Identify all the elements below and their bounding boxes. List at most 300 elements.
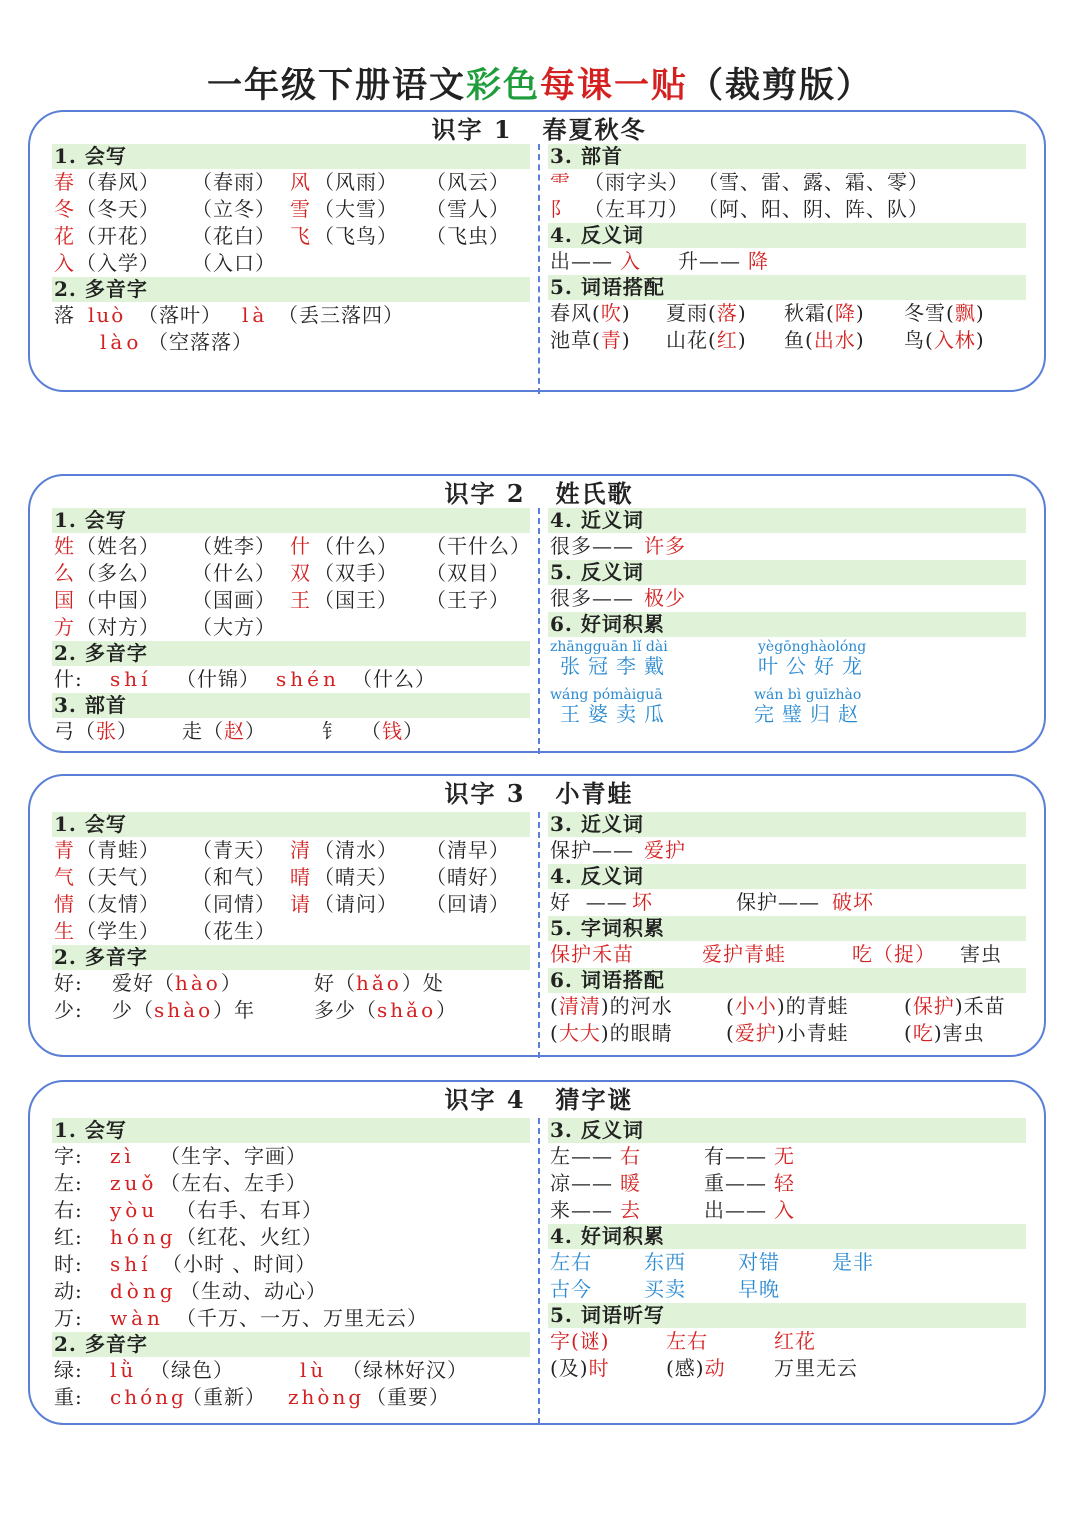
text-item: （落叶） bbox=[138, 303, 222, 327]
text-item: ）处 bbox=[401, 971, 444, 995]
text-item: 王 bbox=[290, 588, 311, 612]
content-block bbox=[784, 300, 865, 327]
text-item: （回请） bbox=[426, 892, 510, 916]
page-title bbox=[0, 58, 1080, 108]
content-block bbox=[550, 1020, 673, 1047]
text-item: （立冬） bbox=[192, 197, 276, 221]
text-item: （什锦） bbox=[176, 667, 260, 691]
text-item: 出—— bbox=[704, 1198, 767, 1222]
text-item: （什么） bbox=[192, 561, 276, 585]
radical-row bbox=[548, 169, 1026, 196]
card-title bbox=[30, 110, 1048, 145]
section-header: 2. 多音字 bbox=[52, 641, 530, 666]
text-item: zì bbox=[110, 1144, 135, 1168]
text-item: 万: bbox=[54, 1306, 83, 1330]
writing-row bbox=[52, 169, 530, 196]
card-title bbox=[30, 1080, 1048, 1115]
text-item: （大方） bbox=[192, 615, 276, 639]
text-item: （入口） bbox=[192, 251, 276, 275]
text-item: （空落落） bbox=[148, 330, 253, 354]
lesson-card-4 bbox=[28, 1080, 1046, 1425]
text-item: 左: bbox=[54, 1171, 83, 1195]
right-column bbox=[548, 508, 1026, 737]
text-item: 气 bbox=[54, 865, 75, 889]
section-header: 1. 会写 bbox=[52, 812, 530, 837]
text-item: 字: bbox=[54, 1144, 83, 1168]
text-item: 吃（捉） bbox=[852, 942, 936, 966]
writing-row bbox=[52, 1170, 530, 1197]
text-item: （国画） bbox=[192, 588, 276, 612]
text-item: （飞鸟） bbox=[314, 224, 398, 248]
text-item: 左右 bbox=[550, 1250, 592, 1274]
good-words-row bbox=[548, 1249, 1026, 1276]
text-item: 小青蛙 bbox=[555, 779, 634, 808]
text-item: lù bbox=[300, 1358, 328, 1382]
content-block bbox=[904, 300, 985, 327]
writing-row bbox=[52, 1143, 530, 1170]
text-item: 入 bbox=[620, 249, 641, 273]
text-item: （花生） bbox=[192, 919, 276, 943]
text-item: 红: bbox=[54, 1225, 83, 1249]
text-item: 吃 bbox=[912, 1021, 934, 1045]
text-item: ) bbox=[737, 301, 747, 325]
text-item: 少（ bbox=[112, 998, 154, 1022]
text-item: 是非 bbox=[832, 1250, 874, 1274]
text-item: 春 bbox=[54, 170, 75, 194]
text-item: 什: bbox=[54, 667, 83, 691]
text-item: （红花、火红） bbox=[176, 1225, 323, 1249]
content-block bbox=[726, 993, 849, 1020]
text-item: 鱼( bbox=[784, 328, 814, 352]
lesson-card-3 bbox=[28, 774, 1046, 1057]
section-header: 3. 近义词 bbox=[548, 812, 1026, 837]
section-header: 1. 会写 bbox=[52, 1118, 530, 1143]
text-item: ） bbox=[220, 971, 242, 995]
section-header: 6. 好词积累 bbox=[548, 612, 1026, 637]
text-item: 青 bbox=[600, 328, 622, 352]
text-item: ) bbox=[975, 328, 985, 352]
text-item: 破坏 bbox=[832, 890, 874, 914]
text-item: （大雪） bbox=[314, 197, 398, 221]
text-item: （生动、动心） bbox=[180, 1279, 327, 1303]
text-item: 雪 bbox=[290, 197, 311, 221]
content-block bbox=[550, 327, 631, 354]
text-item: luò bbox=[88, 303, 126, 327]
text-item: （国王） bbox=[314, 588, 398, 612]
title-part-sticker: 每课一贴 bbox=[540, 65, 689, 106]
text-item: （春雨） bbox=[192, 170, 276, 194]
polyphone-row bbox=[52, 302, 530, 329]
text-item: shào bbox=[154, 998, 214, 1022]
text-item: 小小 bbox=[734, 994, 777, 1018]
text-item: （ bbox=[203, 719, 224, 743]
text-item: hào bbox=[175, 971, 221, 995]
antonym-row bbox=[548, 1170, 1026, 1197]
text-item: 降 bbox=[748, 249, 769, 273]
antonym-row bbox=[548, 889, 1026, 916]
text-item: （青天） bbox=[192, 838, 276, 862]
writing-row bbox=[52, 864, 530, 891]
text-item: 完璧归赵 bbox=[754, 702, 866, 726]
text-item: 极少 bbox=[644, 586, 686, 610]
text-item: 清 bbox=[290, 838, 311, 862]
text-item: （什么） bbox=[314, 534, 398, 558]
writing-row bbox=[52, 196, 530, 223]
content-block bbox=[112, 997, 255, 1024]
dictation-row bbox=[548, 1355, 1026, 1382]
text-item: （ bbox=[75, 719, 96, 743]
text-item: 情 bbox=[54, 892, 75, 916]
content-block bbox=[550, 993, 673, 1020]
section-header: 4. 反义词 bbox=[548, 864, 1026, 889]
text-item: 坏 bbox=[632, 890, 653, 914]
collocation-row bbox=[548, 300, 1026, 327]
left-column bbox=[52, 812, 530, 1024]
section-header: 3. 部首 bbox=[548, 144, 1026, 169]
polyphone-row bbox=[52, 1384, 530, 1411]
section-header: 3. 部首 bbox=[52, 693, 530, 718]
radical-row bbox=[52, 718, 530, 745]
text-item: 东西 bbox=[644, 1250, 686, 1274]
content-block bbox=[322, 718, 424, 745]
text-item: 花 bbox=[54, 224, 75, 248]
text-item: 很多—— bbox=[550, 534, 634, 558]
text-item: 姓氏歌 bbox=[555, 479, 634, 508]
text-item: 红 bbox=[716, 328, 738, 352]
text-item: （天气） bbox=[76, 865, 160, 889]
title-part-edition: （裁剪版） bbox=[688, 65, 874, 106]
card-title bbox=[30, 774, 1048, 809]
idiom-item bbox=[754, 687, 866, 725]
text-item: （ bbox=[361, 719, 382, 743]
section-header: 4. 近义词 bbox=[548, 508, 1026, 533]
collocation-row bbox=[548, 1020, 1026, 1047]
text-item: 姓 bbox=[54, 534, 75, 558]
text-item: 晴 bbox=[290, 865, 311, 889]
text-item: 识字 2 bbox=[444, 479, 526, 508]
text-item: 飞 bbox=[290, 224, 311, 248]
idiom-item bbox=[550, 639, 672, 677]
text-item: )的河水 bbox=[600, 994, 673, 1018]
text-item: （清早） bbox=[426, 838, 510, 862]
text-item: ） bbox=[117, 719, 138, 743]
text-item: 动: bbox=[54, 1279, 83, 1303]
right-column bbox=[548, 144, 1026, 354]
text-item: 生 bbox=[54, 919, 75, 943]
section-header: 2. 多音字 bbox=[52, 945, 530, 970]
text-item: )小青蛙 bbox=[776, 1021, 849, 1045]
text-item: ） bbox=[245, 719, 266, 743]
text-item: （对方） bbox=[76, 615, 160, 639]
text-item: 什 bbox=[290, 534, 311, 558]
antonym-row bbox=[548, 1143, 1026, 1170]
text-item: ) bbox=[621, 328, 631, 352]
antonym-row bbox=[548, 1197, 1026, 1224]
text-item: （花白） bbox=[192, 224, 276, 248]
text-item: （重新） bbox=[182, 1385, 266, 1409]
writing-row bbox=[52, 837, 530, 864]
writing-row bbox=[52, 1224, 530, 1251]
text-item: 保护—— bbox=[736, 890, 820, 914]
idiom-item bbox=[550, 687, 672, 725]
text-item: （请问） bbox=[314, 892, 398, 916]
text-item: （开花） bbox=[76, 224, 160, 248]
text-item: （绿林好汉） bbox=[342, 1358, 468, 1382]
text-item: ( bbox=[726, 1021, 735, 1045]
text-item: ( bbox=[904, 994, 913, 1018]
text-item: （青蛙） bbox=[76, 838, 160, 862]
text-item: （飞虫） bbox=[426, 224, 510, 248]
text-item: zhāngguān lǐ dài bbox=[550, 639, 668, 655]
text-item: （干什么） bbox=[426, 534, 531, 558]
text-item: 重: bbox=[54, 1385, 83, 1409]
text-item: （晴天） bbox=[314, 865, 398, 889]
text-item: )禾苗 bbox=[954, 994, 1006, 1018]
text-item: 出水 bbox=[813, 328, 856, 352]
text-item: （千万、一万、万里无云） bbox=[176, 1306, 428, 1330]
column-divider bbox=[538, 812, 540, 1058]
text-item: （阿、阳、阴、阵、队） bbox=[698, 197, 929, 221]
text-item: （小时 、时间） bbox=[162, 1252, 317, 1276]
text-item: wán bì guīzhào bbox=[754, 687, 862, 703]
text-item: （和气） bbox=[192, 865, 276, 889]
text-item: ( bbox=[726, 994, 735, 1018]
text-item: （多么） bbox=[76, 561, 160, 585]
writing-row bbox=[52, 1251, 530, 1278]
text-item: （冬天） bbox=[76, 197, 160, 221]
text-item: 风 bbox=[290, 170, 311, 194]
text-item: 请 bbox=[290, 892, 311, 916]
text-item: 弓 bbox=[54, 719, 75, 743]
text-item: ) bbox=[737, 328, 747, 352]
text-item: 去 bbox=[620, 1198, 641, 1222]
polyphone-row bbox=[52, 997, 530, 1024]
synonym-row bbox=[548, 533, 1026, 560]
content-block bbox=[550, 1355, 610, 1382]
text-item: （重要） bbox=[366, 1385, 450, 1409]
text-item: ) bbox=[621, 301, 631, 325]
writing-row bbox=[52, 918, 530, 945]
text-item: 重—— bbox=[704, 1171, 767, 1195]
text-item: 左—— bbox=[550, 1144, 613, 1168]
content-block bbox=[726, 1020, 849, 1047]
text-item: 左右 bbox=[666, 1329, 708, 1353]
section-header: 1. 会写 bbox=[52, 144, 530, 169]
writing-row bbox=[52, 891, 530, 918]
text-item: 落 bbox=[54, 303, 75, 327]
text-item: 保护—— bbox=[550, 838, 634, 862]
lesson-card-1 bbox=[28, 110, 1046, 392]
text-item: 买卖 bbox=[644, 1277, 686, 1301]
text-item: 清清 bbox=[558, 994, 601, 1018]
left-column bbox=[52, 1118, 530, 1411]
text-item: yòu bbox=[110, 1198, 159, 1222]
text-item: lào bbox=[100, 330, 143, 354]
right-column bbox=[548, 1118, 1026, 1382]
text-item: （双目） bbox=[426, 561, 510, 585]
text-item: 入林 bbox=[933, 328, 976, 352]
content-block bbox=[904, 1020, 985, 1047]
text-item: （雪人） bbox=[426, 197, 510, 221]
content-block bbox=[666, 327, 747, 354]
text-item: 张冠李戴 bbox=[560, 654, 672, 678]
section-header: 3. 反义词 bbox=[548, 1118, 1026, 1143]
text-item: 爱护青蛙 bbox=[702, 942, 786, 966]
text-item: zhòng bbox=[288, 1385, 365, 1409]
section-header: 6. 词语搭配 bbox=[548, 968, 1026, 993]
text-item: ) bbox=[855, 328, 865, 352]
text-item: 来—— bbox=[550, 1198, 613, 1222]
text-item: 青 bbox=[54, 838, 75, 862]
antonym-row bbox=[548, 585, 1026, 612]
text-item: （姓李） bbox=[192, 534, 276, 558]
text-item: 降 bbox=[834, 301, 856, 325]
text-item: 时 bbox=[588, 1356, 610, 1380]
text-item: 万里无云 bbox=[774, 1356, 858, 1380]
text-item: ）年 bbox=[213, 998, 256, 1022]
title-part-colorful: 彩色 bbox=[465, 65, 540, 106]
text-item: 早晚 bbox=[738, 1277, 780, 1301]
content-block bbox=[314, 970, 444, 997]
card-title bbox=[30, 474, 1048, 509]
text-item: （雨字头） bbox=[584, 170, 689, 194]
text-item: 少: bbox=[54, 998, 83, 1022]
text-item: 无 bbox=[774, 1144, 795, 1168]
text-item: （清水） bbox=[314, 838, 398, 862]
writing-row bbox=[52, 587, 530, 614]
text-item: ） bbox=[403, 719, 424, 743]
text-item: 右: bbox=[54, 1198, 83, 1222]
text-item: 有—— bbox=[704, 1144, 767, 1168]
text-item: (及) bbox=[550, 1356, 589, 1380]
section-header: 1. 会写 bbox=[52, 508, 530, 533]
text-item: zuǒ bbox=[110, 1171, 158, 1195]
text-item: 猜字谜 bbox=[555, 1085, 634, 1114]
polyphone-row bbox=[52, 1357, 530, 1384]
text-item: 爱护 bbox=[734, 1021, 777, 1045]
text-item: 春风( bbox=[550, 301, 601, 325]
text-item: 张 bbox=[96, 719, 117, 743]
section-header: 2. 多音字 bbox=[52, 1332, 530, 1357]
text-item: （晴好） bbox=[426, 865, 510, 889]
text-item: 好（ bbox=[314, 971, 356, 995]
column-divider bbox=[538, 144, 540, 394]
text-item: ） bbox=[436, 998, 458, 1022]
text-item: yègōnghàolóng bbox=[758, 639, 867, 655]
text-item: 升—— bbox=[678, 249, 741, 273]
column-divider bbox=[538, 508, 540, 754]
text-item: 池草( bbox=[550, 328, 601, 352]
text-item: 国 bbox=[54, 588, 75, 612]
collocation-row bbox=[548, 327, 1026, 354]
text-item: 识字 3 bbox=[444, 779, 526, 808]
text-item: （绿色） bbox=[150, 1358, 234, 1382]
text-item: 爱好（ bbox=[112, 971, 175, 995]
text-item: 多少（ bbox=[314, 998, 377, 1022]
content-block bbox=[550, 300, 631, 327]
section-header: 4. 好词积累 bbox=[548, 1224, 1026, 1249]
text-item: 冬雪( bbox=[904, 301, 955, 325]
text-item: 轻 bbox=[774, 1171, 795, 1195]
writing-row bbox=[52, 1278, 530, 1305]
text-item: 双 bbox=[290, 561, 311, 585]
text-item: （春风） bbox=[76, 170, 160, 194]
text-item: )的青蛙 bbox=[776, 994, 849, 1018]
right-column bbox=[548, 812, 1026, 1047]
text-item: shén bbox=[276, 667, 340, 691]
collocation-row bbox=[548, 993, 1026, 1020]
idiom-grid bbox=[548, 637, 1026, 737]
writing-row bbox=[52, 560, 530, 587]
text-item: 入 bbox=[54, 251, 75, 275]
section-header: 2. 多音字 bbox=[52, 277, 530, 302]
text-item: （雪、雷、露、霜、零） bbox=[698, 170, 929, 194]
left-column bbox=[52, 144, 530, 356]
text-item: 鸟( bbox=[904, 328, 934, 352]
text-item: 对错 bbox=[738, 1250, 780, 1274]
text-item: 夏雨( bbox=[666, 301, 717, 325]
radical-row bbox=[548, 196, 1026, 223]
writing-row bbox=[52, 1197, 530, 1224]
polyphone-row bbox=[52, 666, 530, 693]
text-item: 么 bbox=[54, 561, 75, 585]
section-header: 4. 反义词 bbox=[548, 223, 1026, 248]
good-words-row bbox=[548, 1276, 1026, 1303]
text-item: 王婆卖瓜 bbox=[560, 702, 672, 726]
content-block bbox=[904, 993, 1006, 1020]
text-item: 识字 4 bbox=[444, 1085, 526, 1114]
text-item: 动 bbox=[704, 1356, 726, 1380]
synonym-row bbox=[548, 837, 1026, 864]
text-item: shí bbox=[110, 667, 152, 691]
polyphone-row bbox=[52, 329, 530, 356]
text-item: 出—— bbox=[550, 249, 613, 273]
text-item: )的眼睛 bbox=[600, 1021, 673, 1045]
text-item: 字(谜) bbox=[550, 1329, 610, 1353]
text-item: （丢三落四） bbox=[278, 303, 404, 327]
text-item: hóng bbox=[110, 1225, 177, 1249]
text-item: 叶公好龙 bbox=[758, 654, 870, 678]
content-block bbox=[112, 970, 242, 997]
text-item: 保护禾苗 bbox=[550, 942, 634, 966]
text-item: 很多—— bbox=[550, 586, 634, 610]
text-item: （入学） bbox=[76, 251, 160, 275]
text-item: 赵 bbox=[224, 719, 245, 743]
content-block bbox=[314, 997, 457, 1024]
text-item: hǎo bbox=[356, 971, 402, 995]
content-block bbox=[784, 327, 865, 354]
text-item: 右 bbox=[620, 1144, 641, 1168]
text-item: ) bbox=[975, 301, 985, 325]
column-divider bbox=[538, 1118, 540, 1424]
text-item: ( bbox=[550, 994, 559, 1018]
text-item: )害虫 bbox=[933, 1021, 985, 1045]
text-item: （双手） bbox=[314, 561, 398, 585]
section-header: 5. 字词积累 bbox=[548, 916, 1026, 941]
title-part-1: 一年级下册语文 bbox=[206, 65, 466, 106]
left-column bbox=[52, 508, 530, 745]
content-block bbox=[904, 327, 985, 354]
text-item: 秋霜( bbox=[784, 301, 835, 325]
text-item: 冬 bbox=[54, 197, 75, 221]
writing-row bbox=[52, 223, 530, 250]
text-item: 大大 bbox=[558, 1021, 601, 1045]
text-item: ⻖ bbox=[550, 197, 571, 221]
text-item: 时: bbox=[54, 1252, 83, 1276]
text-item: shí bbox=[110, 1252, 152, 1276]
text-item: （学生） bbox=[76, 919, 160, 943]
text-item: （风雨） bbox=[314, 170, 398, 194]
